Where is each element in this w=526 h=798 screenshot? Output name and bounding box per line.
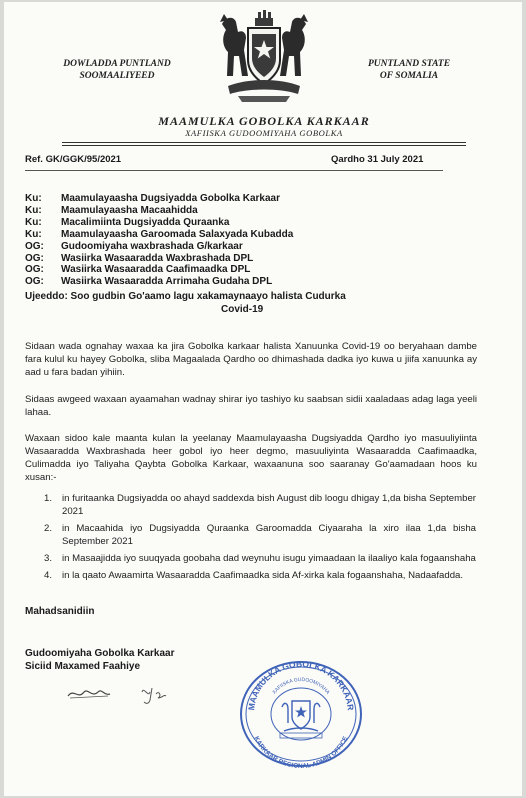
letterhead-rule-2 — [62, 145, 466, 146]
decision-item: 1. in furitaanka Dugsiyadda oo ahayd saddexda bish August dib loogu dhigay 1,da bisha September 2021 — [44, 493, 476, 517]
recipient-row: OG: Wasiirka Wasaaradda Waxbrashada DPL — [25, 252, 254, 264]
recipient-row: Ku: Maamulayaasha Macaahidda — [25, 204, 198, 216]
letterhead-rule-1 — [62, 142, 466, 143]
body-paragraph-2: Sidaas awgeed waxaan ayaamahan wadnay shirar iyo tashiyo ku saabsan sidii xaaladaas adag laga yeeli lahaa. — [25, 394, 477, 418]
closing-line: Mahadsanidiin — [25, 606, 95, 617]
subject-line — [25, 290, 465, 316]
recipient-row: OG: Wasiirka Wasaaradda Arrimaha Gudaha DPL — [25, 276, 273, 288]
decision-item: 2. in Macaahida iyo Dugsiyadda Quraanka Garoomadda Ciyaaraha la xiro ilaa 1,da bisha September 2021 — [44, 523, 476, 547]
stamp-inner-text: XAFIISKA GUDOOMIYAHA — [271, 676, 331, 696]
recipient-row: OG: Wasiirka Wasaaradda Caafimaadka DPL — [25, 264, 251, 276]
body-paragraph-1: Sidaan wada ognahay waxaa ka jira Gobolka karkaar halista Xanuunka Covid-19 oo beryahaan dambe fara kulul ku hayey Gobolka, sliba Magaalada Qardho oo dhimashada dadka iyo kuwa u jiifa xanuunka ay aad u fara badan yihiin. — [25, 341, 477, 378]
country-name-somali: SOOMAALIYEED — [79, 71, 155, 81]
state-name-english: PUNTLAND STATE — [367, 59, 451, 69]
signer-name: Siciid Maxamed Faahiye — [25, 661, 141, 672]
handwritten-signature — [64, 680, 184, 706]
office-subtitle: XAFIISKA GUDOOMIYAHA GOBOLKA — [185, 128, 343, 138]
decision-list — [44, 492, 476, 586]
stamp-outer-text: MAAMULKA GOBOLKA KARKAAR — [246, 658, 356, 711]
letterhead-right — [334, 58, 484, 82]
reference-number: Ref. GK/GGK/95/2021 — [25, 154, 122, 165]
letterhead-left — [32, 58, 202, 82]
recipient-row: OG: Gudoomiyaha waxbrashada G/karkaar — [25, 240, 243, 252]
letter-page — [4, 2, 522, 796]
reference-rule — [25, 170, 443, 171]
coat-of-arms-icon — [208, 6, 320, 108]
official-stamp — [236, 657, 366, 771]
stamp-lower-text: KARKAAR REGIONAL ADMIN OFFICE — [252, 735, 350, 771]
recipient-list — [25, 193, 293, 288]
subject-line-2: Covid-19 — [221, 304, 264, 315]
recipient-row: Ku: Maamulayaasha Garoomada Salaxyada Kubadda — [25, 228, 294, 240]
decision-item: 4. in la qaato Awaamirta Wasaaradda Caafimaadka sida Af-xirka kala fogaanshaha, Nadaafadda. — [44, 570, 464, 581]
country-name-english: OF SOMALIA — [379, 71, 439, 81]
recipient-row: Ku: Maamulayaasha Dugsiyadda Gobolka Karkaar — [25, 193, 280, 204]
decision-item: 3. in Masaajidda iyo suuqyada goobaha dad weynuhu isugu yimaadaan la ilaaliyo kala fogaanshaha — [44, 553, 476, 564]
state-name-somali: DOWLADDA PUNTLAND — [63, 59, 171, 69]
signer-title: Gudoomiyaha Gobolka Karkaar — [25, 648, 175, 659]
signature-block — [25, 647, 175, 673]
subject-line-1: Ujeeddo: Soo gudbin Go'aamo lagu xakamaynaayo halista Cudurka — [25, 291, 346, 302]
body-paragraph-3: Waxaan sidoo kale maanta kulan la yeelanay Maamulayaasha Dugsiyadda Qardho iyo masuuliyiinta Wasaaradda Waxbrashada heer gobol iyo heer degmo, masuuliyinta Wasaaradda Caafimaadka, Culimadda iyo Taliyaha Qaybta Gobolka Karkaar, waxaanuna soo saaranay Go'aamadaan hoos ku xusan:- — [25, 433, 477, 483]
letter-date: Qardho 31 July 2021 — [331, 154, 424, 165]
office-title: MAAMULKA GOBOLKA KARKAAR — [158, 114, 370, 128]
recipient-row: Ku: Macalimiinta Dugsiyadda Quraanka — [25, 216, 230, 228]
